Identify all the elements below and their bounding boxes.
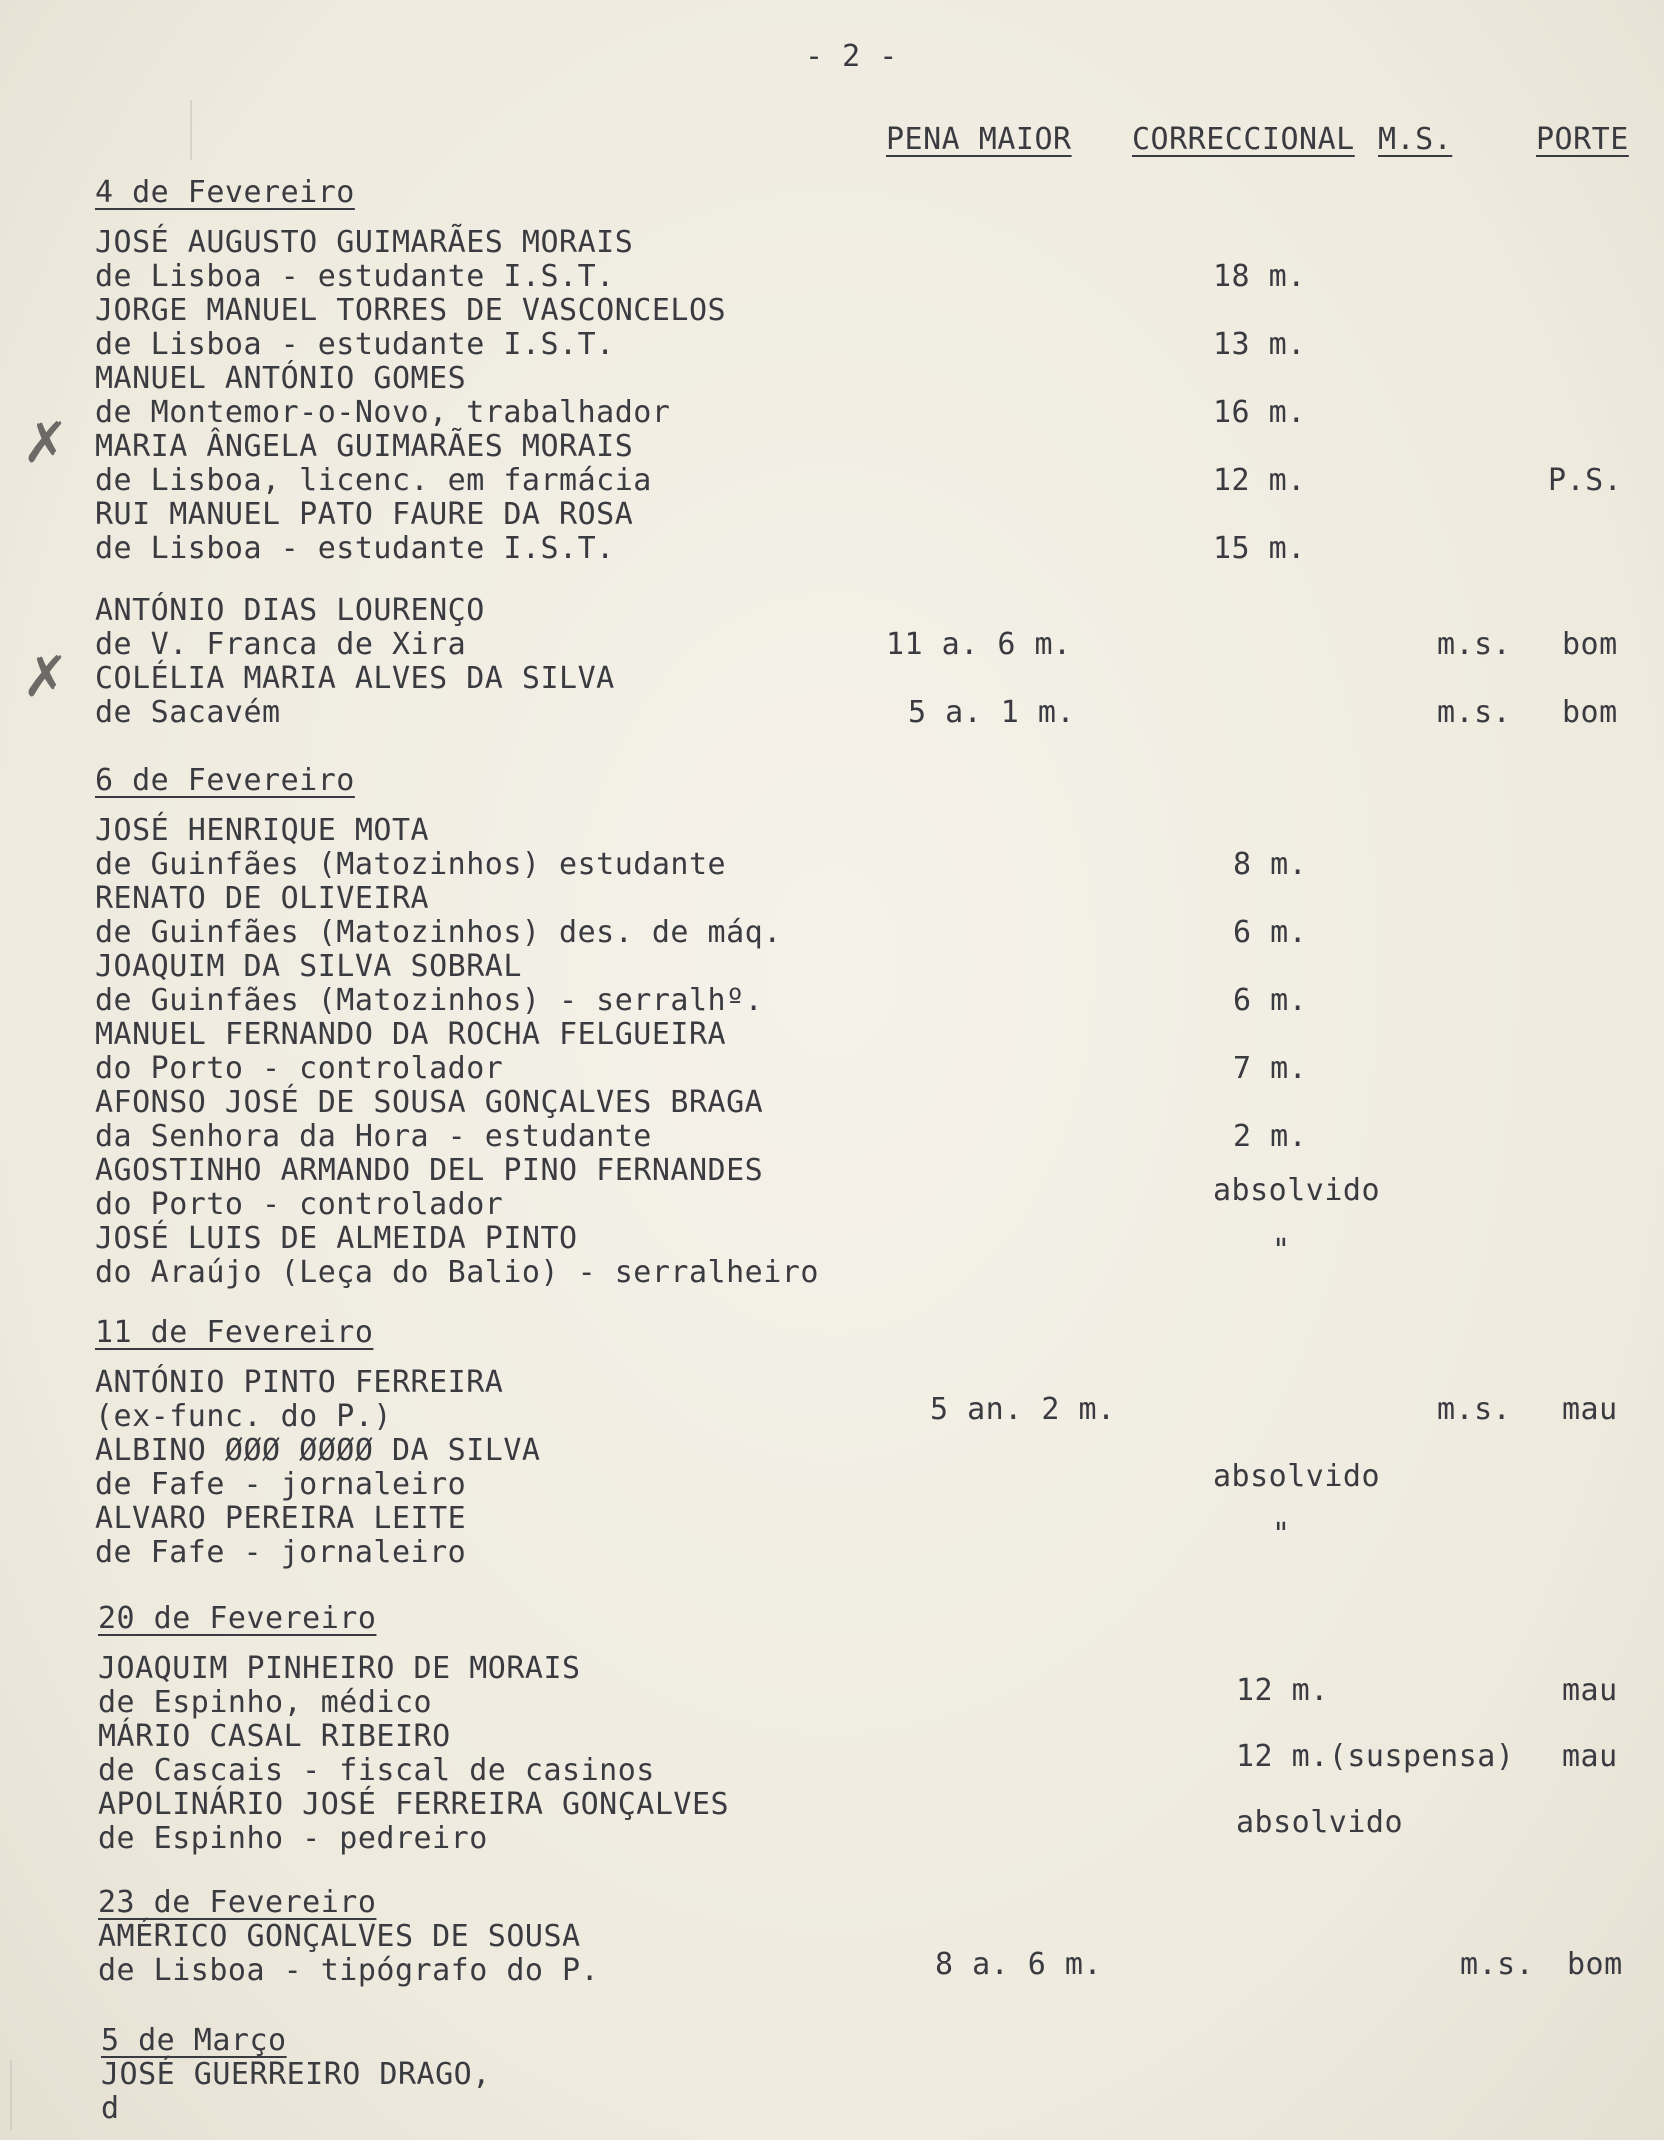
entry-detail: de Fafe - jornaleiro (95, 1467, 467, 1502)
entry-name: ALBINO ØØØ ØØØØ DA SILVA (95, 1433, 541, 1468)
entry-correccional: absolvido (1213, 1459, 1381, 1494)
entry-name: AMÉRICO GONÇALVES DE SOUSA (98, 1919, 581, 1954)
entry-correccional: 13 m. (1213, 327, 1306, 362)
section-date: 5 de Março (101, 2023, 287, 2058)
entry-detail: de Espinho - pedreiro (98, 1821, 488, 1856)
entry-correccional: 18 m. (1213, 259, 1306, 294)
entry-name: RENATO DE OLIVEIRA (95, 881, 430, 916)
entry-correccional: 12 m. (1213, 463, 1306, 498)
entry-detail: do Araújo (Leça do Balio) - serralheiro (95, 1255, 819, 1290)
entry-detail: do Porto - controlador (95, 1051, 504, 1086)
entry-porte: bom (1567, 1947, 1623, 1982)
entry-detail: d (101, 2091, 120, 2126)
entry-detail: de Sacavém (95, 695, 281, 730)
entry-ms: m.s. (1460, 1947, 1535, 1982)
paper-streak (10, 2060, 12, 2130)
entry-correccional: 6 m. (1233, 983, 1308, 1018)
section-date: 23 de Fevereiro (98, 1885, 377, 1920)
entry-detail: de Montemor-o-Novo, trabalhador (95, 395, 671, 430)
entry-porte: mau (1562, 1392, 1618, 1427)
entry-correccional: 6 m. (1233, 915, 1308, 950)
entry-name: COLÉLIA MARIA ALVES DA SILVA (95, 661, 615, 696)
entry-detail: da Senhora da Hora - estudante (95, 1119, 652, 1154)
entry-name: MARIA ÂNGELA GUIMARÃES MORAIS (95, 429, 634, 464)
entry-detail: de Lisboa - estudante I.S.T. (95, 531, 615, 566)
entry-porte: bom (1562, 627, 1618, 662)
page-number: - 2 - (805, 39, 898, 74)
entry-correccional: 15 m. (1213, 531, 1306, 566)
entry-porte: mau (1562, 1673, 1618, 1708)
entry-detail: de V. Franca de Xira (95, 627, 467, 662)
entry-name: RUI MANUEL PATO FAURE DA ROSA (95, 497, 634, 532)
entry-detail: de Cascais - fiscal de casinos (98, 1753, 655, 1788)
entry-name: JOSÉ AUGUSTO GUIMARÃES MORAIS (95, 225, 634, 260)
entry-correccional: 2 m. (1233, 1119, 1308, 1154)
entry-correccional: absolvido (1236, 1805, 1404, 1840)
entry-name: APOLINÁRIO JOSÉ FERREIRA GONÇALVES (98, 1787, 730, 1822)
entry-name: JOSÉ HENRIQUE MOTA (95, 813, 430, 848)
entry-name: JOSÉ LUIS DE ALMEIDA PINTO (95, 1221, 578, 1256)
column-header-ms: M.S. (1378, 122, 1453, 157)
entry-ms: m.s. (1437, 695, 1512, 730)
entry-detail: do Porto - controlador (95, 1187, 504, 1222)
entry-name: ALVARO PEREIRA LEITE (95, 1501, 467, 1536)
entry-name: MANUEL ANTÓNIO GOMES (95, 361, 467, 396)
entry-name: MÁRIO CASAL RIBEIRO (98, 1719, 451, 1754)
paper-streak (190, 100, 192, 160)
entry-porte: bom (1562, 695, 1618, 730)
column-header-correccional: CORRECCIONAL (1132, 122, 1355, 157)
entry-porte: P.S. (1548, 463, 1623, 498)
entry-ms: m.s. (1437, 627, 1512, 662)
handwritten-x-mark: ✗ (22, 411, 69, 476)
entry-correccional: 12 m.(suspensa) (1236, 1739, 1515, 1774)
entry-name: ANTÓNIO PINTO FERREIRA (95, 1365, 504, 1400)
entry-correccional: absolvido (1213, 1173, 1381, 1208)
entry-detail: (ex-func. do P.) (95, 1399, 392, 1434)
entry-pena-maior: 5 an. 2 m. (930, 1392, 1116, 1427)
entry-pena-maior: 8 a. 6 m. (935, 1947, 1103, 1982)
handwritten-x-mark: ✗ (22, 645, 69, 710)
entry-detail: de Guinfães (Matozinhos) estudante (95, 847, 727, 882)
entry-detail: de Lisboa - estudante I.S.T. (95, 327, 615, 362)
entry-correccional: 16 m. (1213, 395, 1306, 430)
entry-name: JOAQUIM PINHEIRO DE MORAIS (98, 1651, 581, 1686)
entry-detail: de Guinfães (Matozinhos) des. de máq. (95, 915, 782, 950)
section-date: 20 de Fevereiro (98, 1601, 377, 1636)
entry-pena-maior: 5 a. 1 m. (908, 695, 1076, 730)
entry-correccional-ditto: " (1272, 1233, 1291, 1268)
entry-pena-maior: 11 a. 6 m. (886, 627, 1072, 662)
entry-name: AGOSTINHO ARMANDO DEL PINO FERNANDES (95, 1153, 764, 1188)
entry-detail: de Lisboa - estudante I.S.T. (95, 259, 615, 294)
entry-detail: de Fafe - jornaleiro (95, 1535, 467, 1570)
section-date: 4 de Fevereiro (95, 175, 355, 210)
column-header-pena-maior: PENA MAIOR (886, 122, 1072, 157)
entry-porte: mau (1562, 1739, 1618, 1774)
entry-detail: de Lisboa, licenc. em farmácia (95, 463, 652, 498)
entry-name: JOAQUIM DA SILVA SOBRAL (95, 949, 522, 984)
entry-name: JORGE MANUEL TORRES DE VASCONCELOS (95, 293, 727, 328)
entry-name: AFONSO JOSÉ DE SOUSA GONÇALVES BRAGA (95, 1085, 764, 1120)
section-date: 6 de Fevereiro (95, 763, 355, 798)
entry-ms: m.s. (1437, 1392, 1512, 1427)
entry-correccional: 8 m. (1233, 847, 1308, 882)
column-header-porte: PORTE (1536, 122, 1629, 157)
entry-name: JOSÉ GUERREIRO DRAGO, (101, 2057, 491, 2092)
entry-correccional: 7 m. (1233, 1051, 1308, 1086)
entry-correccional-ditto: " (1272, 1517, 1291, 1552)
entry-correccional: 12 m. (1236, 1673, 1329, 1708)
entry-name: MANUEL FERNANDO DA ROCHA FELGUEIRA (95, 1017, 727, 1052)
entry-detail: de Guinfães (Matozinhos) - serralhº. (95, 983, 764, 1018)
section-date: 11 de Fevereiro (95, 1315, 374, 1350)
entry-detail: de Lisboa - tipógrafo do P. (98, 1953, 600, 1988)
entry-detail: de Espinho, médico (98, 1685, 433, 1720)
entry-name: ANTÓNIO DIAS LOURENÇO (95, 593, 485, 628)
